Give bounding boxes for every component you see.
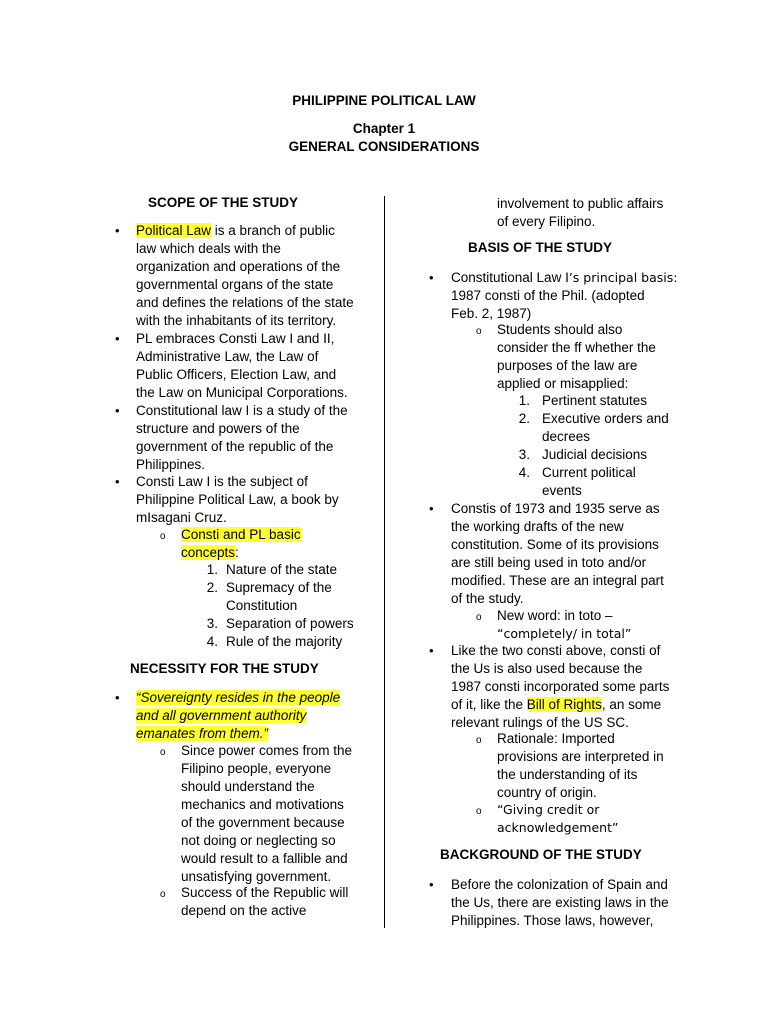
section-heading-background: BACKGROUND OF THE STUDY bbox=[440, 847, 642, 862]
sovereignty-quote: “Sovereignty resides in the people and all government authority emanates from them.” bbox=[136, 690, 341, 741]
circle-bullet-icon: o bbox=[160, 889, 166, 900]
basis-bullet-2: Constis of 1973 and 1935 serve as the working drafts of the new constitution. Some of its provisions are still being used in toto and/or modified. These are an integral part of the study. bbox=[451, 501, 664, 606]
basis-item-1: Pertinent statutes bbox=[542, 393, 648, 408]
circle-bullet-icon: o bbox=[476, 806, 482, 817]
chapter-label: Chapter 1 bbox=[352, 121, 416, 136]
list-number: 2. bbox=[206, 580, 218, 595]
section-heading-basis: BASIS OF THE STUDY bbox=[468, 240, 613, 255]
basis-bullet-1: Constitutional Law I’s principal basis: 1987 consti of the Phil. (adopted Feb. 2, 1987) bbox=[451, 270, 678, 321]
circle-bullet-icon: o bbox=[160, 531, 166, 542]
basis-bullet-3: Like the two consti above, consti of the Us is also used because the 1987 consti incorporated some parts of it, like the Bill of Rights, an some relevant rulings of the US SC. bbox=[451, 643, 670, 730]
basis-subitem-4: “Giving credit or acknowledgement” bbox=[497, 802, 619, 835]
bullet-icon: • bbox=[115, 474, 120, 489]
column-divider bbox=[384, 196, 385, 928]
bullet-icon: • bbox=[429, 270, 434, 285]
list-number: 1. bbox=[206, 562, 218, 577]
list-number: 1. bbox=[518, 393, 530, 408]
bullet-icon: • bbox=[429, 643, 434, 658]
bullet-icon: • bbox=[115, 403, 120, 418]
bullet-icon: • bbox=[429, 877, 434, 892]
highlight-political-law: Political Law bbox=[136, 223, 212, 238]
basis-item-3: Judicial decisions bbox=[542, 447, 648, 462]
background-bullet-1: Before the colonization of Spain and the Us, there are existing laws in the Philippines. Those laws, however, bbox=[451, 877, 669, 928]
concept-item-1: Nature of the state bbox=[226, 562, 338, 577]
basis-item-2-cont: decrees bbox=[542, 429, 591, 444]
scope-bullet-3: Constitutional law I is a study of the structure and powers of the government of the republic of the Philippines. bbox=[136, 403, 348, 472]
circle-bullet-icon: o bbox=[476, 735, 482, 746]
concept-item-2-cont: Constitution bbox=[226, 598, 298, 613]
document-title: PHILIPPINE POLITICAL LAW bbox=[292, 93, 476, 108]
list-number: 3. bbox=[518, 447, 530, 462]
circle-bullet-icon: o bbox=[476, 612, 482, 623]
list-number: 3. bbox=[206, 616, 218, 631]
basis-item-2: Executive orders and bbox=[542, 411, 669, 426]
list-number: 4. bbox=[518, 465, 530, 480]
basis-subitem-1: Students should also consider the ff whether the purposes of the law are applied or misapplied: bbox=[497, 322, 656, 391]
continued-text: involvement to public affairs of every Filipino. bbox=[497, 196, 664, 229]
necessity-subitem-2: Success of the Republic will depend on the active bbox=[181, 885, 349, 918]
necessity-subitem-1: Since power comes from the Filipino people, everyone should understand the mechanics and motivations of the government because not doing or neglecting so would result to a fallible and unsatisfying government. bbox=[181, 743, 353, 884]
bullet-icon: • bbox=[115, 223, 120, 238]
concept-item-4: Rule of the majority bbox=[226, 634, 343, 649]
basis-subitem-3: Rationale: Imported provisions are interpreted in the understanding of its country of origin. bbox=[497, 731, 664, 800]
concept-item-2: Supremacy of the bbox=[226, 580, 332, 595]
list-number: 2. bbox=[518, 411, 530, 426]
bullet-icon: • bbox=[429, 501, 434, 516]
section-heading-necessity: NECESSITY FOR THE STUDY bbox=[130, 661, 319, 676]
section-heading-scope: SCOPE OF THE STUDY bbox=[148, 195, 299, 210]
bullet-icon: • bbox=[115, 690, 120, 705]
basis-subitem-2: New word: in toto – “completely/ in total” bbox=[497, 608, 632, 641]
highlight-bill-of-rights: Bill of Rights bbox=[526, 697, 602, 712]
circle-bullet-icon: o bbox=[476, 326, 482, 337]
bullet-icon: • bbox=[115, 331, 120, 346]
scope-bullet-1: Political Law is a branch of public law which deals with the organization and operations of the governmental organs of the state and defines the relations of the state with the inhabitants of its territory. bbox=[136, 223, 354, 328]
scope-bullet-2: PL embraces Consti Law I and II, Administrative Law, the Law of Public Officers, Election Law, and the Law on Municipal Corporations. bbox=[136, 331, 348, 400]
basis-item-4-cont: events bbox=[542, 483, 582, 498]
basis-item-4: Current political bbox=[542, 465, 636, 480]
scope-subitem-concepts: Consti and PL basic concepts: bbox=[181, 527, 301, 560]
concept-item-3: Separation of powers bbox=[226, 616, 354, 631]
list-number: 4. bbox=[206, 634, 218, 649]
circle-bullet-icon: o bbox=[160, 747, 166, 758]
scope-bullet-4: Consti Law I is the subject of Philippine Political Law, a book by mIsagani Cruz. bbox=[136, 474, 339, 525]
chapter-subtitle: GENERAL CONSIDERATIONS bbox=[288, 139, 480, 154]
